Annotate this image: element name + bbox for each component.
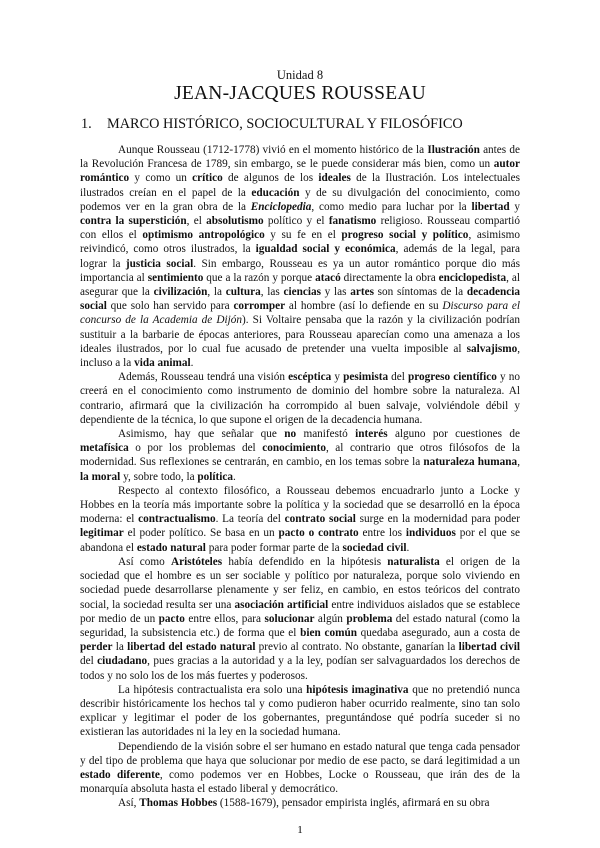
- bold-text: progreso científico: [408, 371, 497, 384]
- section-number: 1.: [81, 116, 92, 132]
- text-run: al hombre (así lo defiende en su: [285, 300, 443, 313]
- paragraph: [80, 370, 520, 427]
- text-run: para poder formar parte de la: [205, 541, 343, 554]
- bold-text: fanatismo: [328, 215, 377, 228]
- text-run: ,: [517, 456, 520, 469]
- text-run: (1588-1679), pensador empirista inglés, afirmará en su obra: [217, 797, 490, 810]
- bold-text: conocimiento: [262, 442, 326, 455]
- text-run: Aunque Rousseau (1712-1778) vivió en el momento histórico de la: [118, 144, 428, 156]
- body-text: [80, 143, 520, 811]
- text-run: , además de la legal, para lograr la: [80, 243, 520, 270]
- bold-text: libertad del estado natural: [127, 641, 256, 654]
- bold-text: pacto o contrato: [278, 527, 359, 540]
- bold-text: naturaleza humana: [423, 456, 518, 469]
- section-heading: [80, 115, 520, 133]
- bold-text: autor romántico: [80, 158, 520, 185]
- bold-text: ciencias: [283, 286, 321, 299]
- bold-text: ciudadano: [97, 655, 148, 668]
- text-run: , asimismo reivindicó, como otros ilustrados, la: [80, 229, 520, 256]
- text-run: , al contrario que otros filósofos de la modernidad. Sus reflexiones se centrarán, en cambio, en los temas sobre la: [80, 442, 520, 469]
- text-run: religioso. Rousseau compartió con ellos el: [80, 215, 521, 242]
- text-run: y su fe en el: [264, 229, 342, 242]
- unit-label: Unidad 8: [276, 68, 324, 82]
- bold-text: sentimiento: [147, 271, 204, 284]
- text-run: y, sobre todo, la: [120, 470, 198, 483]
- bold-text: vida animal: [134, 357, 191, 370]
- bold-text: asociación artificial: [234, 598, 329, 611]
- bold-text: civilización: [153, 286, 208, 299]
- bold-text: perder: [80, 641, 113, 654]
- text-run: , al asegurar que la: [80, 271, 521, 299]
- bold-text: estado natural: [136, 541, 206, 554]
- paragraph: [80, 683, 520, 740]
- text-run: de la Ilustración. Los intelectuales ilustrados creían en el papel de la: [80, 172, 520, 199]
- page-number: 1: [297, 824, 303, 836]
- bold-text: pesimista: [343, 371, 389, 384]
- text-run: . La teoría del: [215, 513, 285, 526]
- text-run: quedaba asegurado, aun a costa de: [356, 626, 521, 639]
- text-run: que no pretendió nunca describir históricamente los hechos tal y como pudieron haber ocurrido realmente, sino tan solo explicar y legitimar el poder de los gobernantes, preguntándose qué podría suceder si no existieran las autoridades ni la ley en la sociedad humana.: [80, 683, 520, 739]
- paragraph: [80, 740, 520, 797]
- paragraph: [80, 555, 520, 683]
- bold-text: interés: [355, 428, 388, 441]
- text-run: la: [112, 641, 128, 654]
- bold-text: individuos: [405, 527, 456, 540]
- bold-text: escéptica: [288, 371, 332, 384]
- text-run: político y el: [263, 215, 329, 228]
- text-run: , las: [260, 286, 284, 299]
- bold-text: ideales: [318, 172, 351, 185]
- bold-text: cultura: [225, 286, 261, 299]
- text-run: o por los problemas del: [128, 442, 263, 455]
- text-run: entre los: [358, 527, 406, 540]
- text-run: por el que se abandona el: [80, 527, 520, 554]
- text-run: .: [190, 357, 194, 370]
- bold-text: contrato social: [284, 513, 356, 526]
- text-run: entre ellos, para: [184, 612, 265, 625]
- text-run: , el: [186, 215, 207, 228]
- bold-text: salvajismo: [466, 342, 518, 355]
- bold-text: problema: [346, 612, 393, 625]
- text-run: Asimismo, hay que señalar que: [118, 428, 285, 441]
- text-run: ). Si Voltaire pensaba que la razón y la civilización podrían sustituir a la barbarie de épocas anteriores, para Rousseau aparecían como una amenaza a los ideales ilustrados, por lo cual fue acusado de pretender una vuelta imposible al: [80, 314, 521, 355]
- bold-text: corromper: [233, 300, 286, 313]
- bold-italic-text: [251, 201, 312, 213]
- text-run: y de su divulgación del conocimiento, como podemos ver en la gran obra de la: [80, 186, 520, 213]
- text-run: Además, Rousseau tendrá una visión: [118, 371, 289, 384]
- paragraph: [80, 484, 520, 555]
- section-title: MARCO HISTÓRICO, SOCIOCULTURAL Y FILOSÓFICO: [107, 116, 463, 132]
- text-run: del estado natural (como la seguridad, la subsistencia etc.) de forma que el: [80, 612, 521, 639]
- bold-text: pacto: [158, 612, 185, 625]
- bold-text: Thomas Hobbes: [139, 797, 218, 810]
- text-run: había defendido en la hipótesis: [222, 555, 388, 568]
- paragraph: [80, 427, 520, 484]
- text-run: .: [406, 541, 410, 554]
- text-run: Así,: [118, 797, 140, 810]
- bold-text: contractualismo: [138, 513, 216, 526]
- text-run: previo al contrato. No obstante, ganarían la: [255, 641, 459, 654]
- text-run: directamente la obra: [340, 271, 439, 284]
- bold-text: no: [284, 428, 297, 441]
- bold-text: solucionar: [264, 612, 315, 625]
- text-run: antes de la Revolución Francesa de 1789, sin embargo, se le puede considerar más bien, como un: [80, 144, 520, 171]
- text-run: y no creerá en el conocimiento como instrumento de dominio del hombre sobre la naturaleza. Al contrario, afirmará que la civilización ha corrompido al buen salvaje, volviéndole débil y dependiente de la técnica, lo que supone el origen de la decadencia humana.: [80, 371, 521, 426]
- text-run: manifestó: [296, 428, 356, 441]
- emphasis-text: Enciclopedia: [250, 200, 312, 213]
- bold-text: bien común: [300, 626, 357, 639]
- bold-text: contra la superstición: [80, 215, 187, 228]
- bold-text: libertad: [471, 200, 510, 213]
- bold-text: Aristóteles: [170, 555, 223, 568]
- bold-text: la moral: [80, 470, 121, 483]
- paragraph: [80, 796, 520, 810]
- bold-text: naturalista: [387, 555, 440, 568]
- text-run: surge en la modernidad para poder: [355, 513, 521, 526]
- bold-text: optimismo antropológico: [142, 229, 265, 242]
- bold-text: igualdad social y económica: [255, 243, 396, 256]
- bold-text: enciclopedista: [438, 271, 507, 284]
- bold-text: artes: [350, 286, 374, 299]
- bold-text: metafísica: [80, 442, 129, 455]
- text-run: y: [331, 371, 344, 384]
- text-run: Dependiendo de la visión sobre el ser humano en estado natural que tenga cada pensador y del tipo de problema que haya que solucionar por medio de ese pacto, se dará legitimidad a un: [80, 740, 520, 767]
- text-run: La hipótesis contractualista era solo una: [118, 683, 307, 696]
- text-run: el poder político. Se basa en un: [123, 527, 279, 540]
- bold-text: hipótesis imaginativa: [306, 683, 409, 696]
- text-run: algún: [314, 612, 347, 625]
- text-run: , incluso a la: [80, 342, 520, 370]
- text-run: de algunos de los: [222, 172, 319, 185]
- text-run: Respecto al contexto filosófico, a Rousseau debemos encuadrarlo junto a Locke y Hobbes en la teoría más importante sobre la política y la sociedad que se desarrolló en la época moderna: el: [80, 484, 520, 526]
- text-run: , como podemos ver en Hobbes, Locke o Rousseau, que irán des de la monarquía absoluta hasta el estado liberal y democrático.: [80, 768, 521, 796]
- text-run: son síntomas de la: [373, 286, 467, 299]
- text-run: que a la razón y porque: [203, 271, 316, 284]
- bold-text: progreso social y político: [341, 229, 469, 242]
- text-run: , pues gracias a la autoridad y a la ley, podían ser salvaguardados los derechos de todos y no solo los de los más fuertes y poderosos.: [80, 655, 520, 682]
- italic-text: Discurso para el concurso de la Academia de Dijón: [80, 300, 521, 327]
- text-run: y: [509, 200, 520, 213]
- bold-text: decadencia social: [80, 286, 521, 313]
- bold-text: libertad civil: [458, 641, 520, 654]
- bold-text: legitimar: [80, 527, 124, 540]
- bold-text: absolutismo: [206, 215, 264, 228]
- text-run: .: [233, 470, 236, 483]
- bold-text: estado diferente: [80, 768, 160, 781]
- bold-text: Ilustración: [427, 144, 480, 156]
- text-run: alguno por cuestiones de: [387, 428, 520, 441]
- paragraph: [80, 143, 520, 370]
- bold-text: atacó: [315, 271, 341, 284]
- bold-text: sociedad civil: [342, 541, 407, 554]
- text-run: Así como: [118, 555, 171, 568]
- text-run: y como un: [129, 172, 193, 185]
- text-run: , la: [207, 286, 226, 299]
- document-title: JEAN-JACQUES ROUSSEAU: [174, 83, 426, 104]
- text-run: . Sin embargo, Rousseau es ya un autor romántico porque dio más importancia al: [80, 257, 520, 284]
- text-run: y las: [320, 286, 351, 299]
- text-run: que solo han servido para: [106, 300, 234, 313]
- bold-text: crítico: [192, 172, 223, 185]
- text-run: , como medio para luchar por la: [311, 200, 472, 213]
- bold-text: política: [197, 470, 234, 483]
- text-run: el origen de la sociedad que el hombre es un ser sociable y político por naturaleza, porque solo viviendo en sociedad puede desarrollarse plenamente y ser feliz, en cambio, en estos teóricos del contrato social, la sociedad resulta ser una: [80, 555, 520, 611]
- text-run: del: [80, 655, 98, 668]
- bold-text: educación: [251, 186, 300, 199]
- bold-text: justicia social: [125, 257, 194, 270]
- text-run: del: [388, 371, 409, 384]
- text-run: entre individuos aislados que se establece por medio de un: [80, 598, 520, 625]
